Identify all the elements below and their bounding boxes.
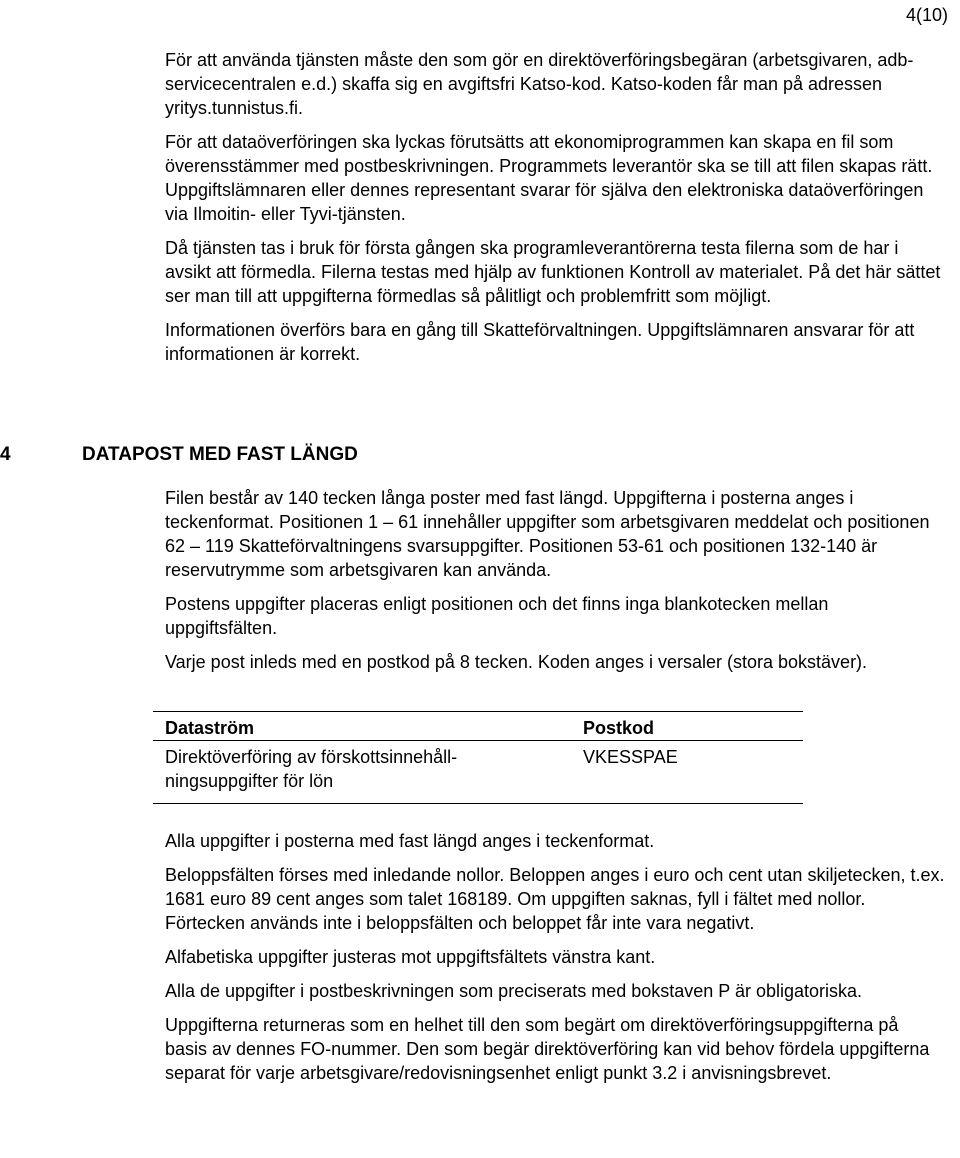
table-header-recordcode: Postkod (571, 712, 803, 741)
intro-paragraph-text: För att använda tjänsten måste den som gör en direktöverföringsbegäran (arbetsgivaren, adb-servicecentralen e.d.) skaffa sig en avgiftsfri Katso-kod. Katso-koden får man på adressen (165, 50, 914, 94)
intro-paragraph-once: Informationen överförs bara en gång till Skatteförvaltningen. Uppgiftslämnaren ansvarar för att informationen är korrekt. (165, 320, 915, 364)
intro-paragraph-transfer: För att dataöverföringen ska lyckas förutsätts att ekonomiprogrammen kan skapa en fil som överensstämmer med postbeskrivningen. Programmets leverantör ska se till att filen skapas rätt. Uppgiftslämnaren eller dennes representant svarar för själva den elektroniska dataöverföringen via Ilmoitin- eller Tyvi-tjänsten. (165, 132, 933, 224)
section-number: 4 (0, 444, 11, 465)
table-header-row (153, 712, 803, 741)
paragraph-field-placement: Postens uppgifter placeras enligt positionen och det finns inga blankotecken mellan uppgiftsfälten. (165, 594, 829, 638)
paragraph-mandatory: Alla de uppgifter i postbeskrivningen som preciserats med bokstaven P är obligatoriska. (165, 981, 863, 1001)
section-body-bottom (165, 829, 945, 1085)
table-row (153, 741, 803, 804)
record-code-table (153, 711, 803, 804)
paragraph-amount-fields: Beloppsfälten förses med inledande nollor. Beloppen anges i euro och cent utan skiljetecken, t.ex. 1681 euro 89 cent anges som talet 168189. Om uppgiften saknas, fyll i fältet med nollor. Förtecken används inte i beloppsfälten och beloppet får inte vara negativt. (165, 865, 945, 933)
section-title: DATAPOST MED FAST LÄNGD (82, 444, 358, 465)
paragraph-text-format: Alla uppgifter i posterna med fast längd anges i teckenformat. (165, 831, 655, 851)
table-header-datastream: Dataström (153, 712, 571, 741)
intro-paragraph-katso (165, 48, 945, 120)
intro-paragraph-testing: Då tjänsten tas i bruk för första gången ska programleverantörerna testa filerna som de har i avsikt att förmedla. Filerna testas med hjälp av funktionen Kontroll av materialet. På det här sättet ser man till att uppgifterna förmedlas så pålitligt och problemfritt som möjligt. (165, 238, 941, 306)
katso-link[interactable]: yritys.tunnistus.fi (165, 98, 299, 118)
page-number: 4(10) (905, 5, 948, 25)
paragraph-alphabetic: Alfabetiska uppgifter justeras mot uppgiftsfältets vänstra kant. (165, 947, 656, 967)
paragraph-return: Uppgifterna returneras som en helhet till den som begärt om direktöverföringsuppgifterna på basis av dennes FO-nummer. Den som begär direktöverföring kan vid behov fördela uppgifterna separat för varje arbetsgivare/redovisningsenhet enligt punkt 3.2 i anvisningsbrevet. (165, 1015, 930, 1083)
paragraph-file-structure: Filen består av 140 tecken långa poster med fast längd. Uppgifterna i posterna anges i teckenformat. Positionen 1 – 61 innehåller uppgifter som arbetsgivaren meddelat och positionen 62 – 119 Skatteförvaltningens svarsuppgifter. Positionen 53-61 och positionen 132-140 är reservutrymme som arbetsgivaren kan använda. (165, 488, 930, 580)
table-cell-recordcode: VKESSPAE (583, 747, 678, 767)
intro-paragraph-period: . (298, 98, 304, 118)
intro-section (165, 48, 945, 366)
section-body-top (165, 486, 945, 674)
paragraph-record-code: Varje post inleds med en postkod på 8 tecken. Koden anges i versaler (stora bokstäver). (165, 652, 868, 672)
table-cell-datastream: Direktöverföring av förskottsinnehållningsuppgifter för lön (165, 747, 458, 791)
